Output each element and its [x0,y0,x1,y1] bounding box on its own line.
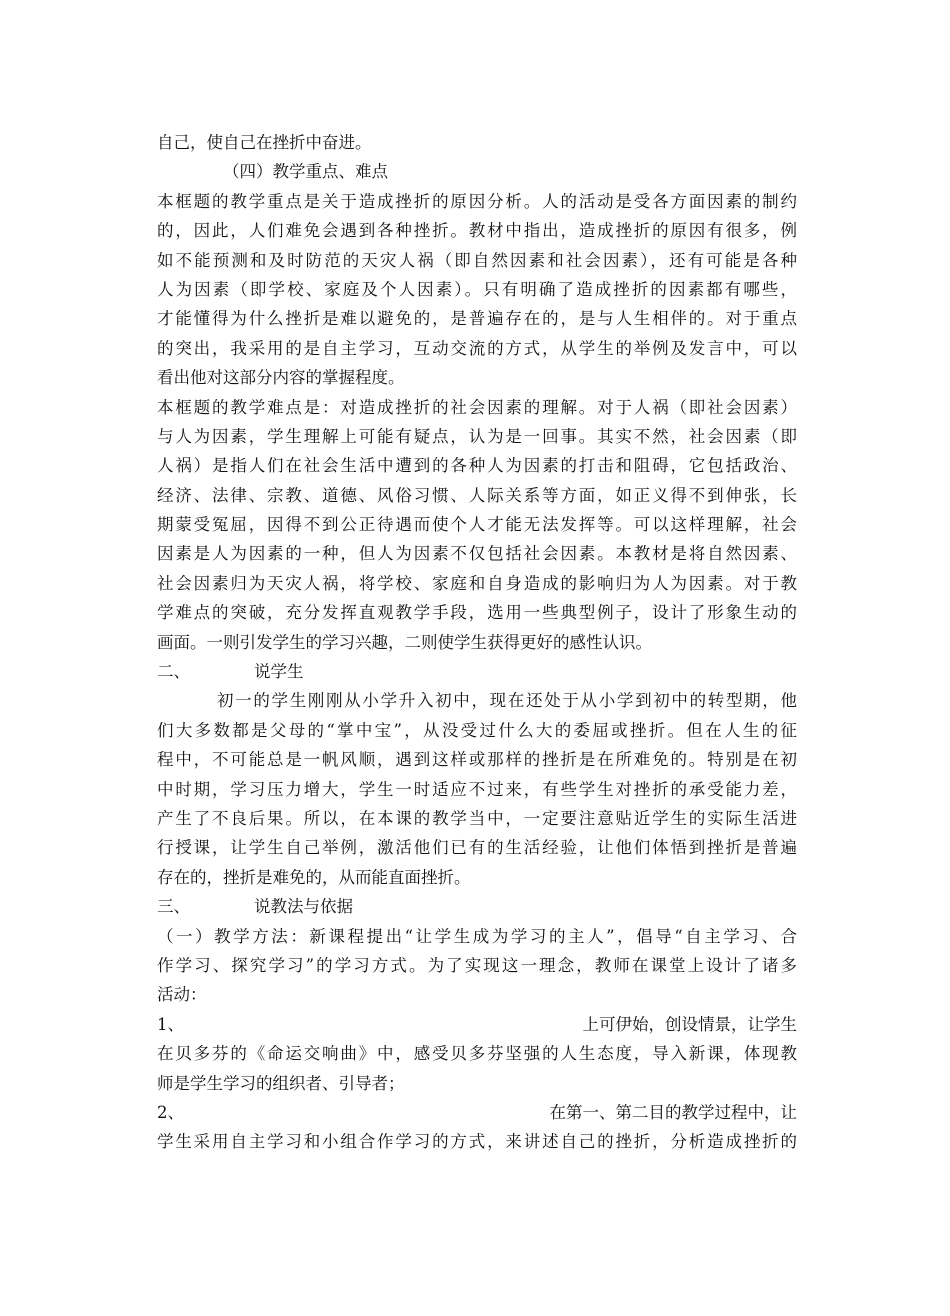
paragraph-teaching-focus [157,187,797,393]
list-item-text: 在第一、第二目的教学过程中，让 [549,1102,797,1122]
text-line: 存在的，挫折是难免的，从而能直面挫折。 [157,867,471,887]
list-item-first-line [157,1010,797,1039]
text-line: 活动： [157,985,207,1005]
paragraph-students [157,686,797,892]
text-line: 经济、法律、宗教、道德、风俗习惯、人际关系等方面，如正义得不到伸张，长 [157,485,797,505]
text-line: 自己，使自己在挫折中奋进。 [157,133,372,152]
text-line: 因素是人为因素的一种，但人为因素不仅包括社会因素。本教材是将自然因素、 [157,544,797,564]
text-line: 师是学生学习的组织者、引导者； [157,1073,405,1093]
list-item-first-line [157,1098,797,1127]
list-item-number: 2、 [157,1102,184,1122]
paragraph-teaching-difficulty [157,393,797,658]
text-line: 的，因此，人们难免会遇到各种挫折。教材中指出，造成挫折的原因有很多，例 [157,221,797,241]
text-line: 产生了不良后果。所以，在本课的教学当中，一定要注意贴近学生的实际生活进 [157,808,797,828]
text-line: 在贝多芬的《命运交响曲》中，感受贝多芬坚强的人生态度，导入新课，体现教 [157,1044,797,1064]
text-line: 人祸）是指人们在社会生活中遭到的各种人为因素的打击和阻碍，它包括政治、 [157,456,797,476]
list-item-text: 上可伊始，创设情景，让学生 [582,1014,797,1034]
section-number: 三、 [157,897,190,917]
text-line: 学生采用自主学习和小组合作学习的方式，来讲述自己的挫折，分析造成挫折的 [157,1132,797,1152]
text-line: 本框题的教学难点是：对造成挫折的社会因素的理解。对于人祸（即社会因素） [157,397,797,417]
text-line: 程中，不可能总是一帆风顺，遇到这样或那样的挫折是在所难免的。特别是在初 [157,750,797,770]
list-item-number: 1、 [157,1014,184,1034]
section-heading-four: （四）教学重点、难点 [223,162,388,182]
list-item-2 [157,1098,797,1157]
text-line: 中时期，学习压力增大，学生一时适应不过来，有些学生对挫折的承受能力差， [157,779,797,799]
text-line: 看出他对这部分内容的掌握程度。 [157,368,405,388]
document-page [157,128,797,1157]
section-title: 说教法与依据 [254,897,353,917]
text-line: 本框题的教学重点是关于造成挫折的原因分析。人的活动是受各方面因素的制约 [157,191,797,211]
text-line: 们大多数都是父母的“掌中宝”，从没受过什么大的委屈或挫折。但在人生的征 [157,720,797,740]
text-line: 如不能预测和及时防范的天灾人祸（即自然因素和社会因素），还有可能是各种 [157,250,797,270]
section-heading-three [157,892,797,921]
paragraph-teaching-method [157,922,797,1010]
section-number: 二、 [157,662,190,682]
text-line: 作学习、探究学习”的学习方式。为了实现这一理念，教师在课堂上设计了诸多 [157,955,797,975]
text-line: 才能懂得为什么挫折是难以避免的，是普遍存在的，是与人生相伴的。对于重点 [157,309,797,329]
text-line: 初一的学生刚刚从小学升入初中，现在还处于从小学到初中的转型期，他 [217,691,797,711]
list-item-1 [157,1010,797,1098]
text-line: 学难点的突破，充分发挥直观教学手段，选用一些典型例子，设计了形象生动的 [157,603,797,623]
text-line: 社会因素归为天灾人祸，将学校、家庭和自身造成的影响归为人为因素。对于教 [157,573,797,593]
text-line: 的突出，我采用的是自主学习，互动交流的方式，从学生的举例及发言中，可以 [157,338,797,358]
text-line: 与人为因素，学生理解上可能有疑点，认为是一回事。其实不然，社会因素（即 [157,426,797,446]
section-heading-two [157,657,797,686]
section-title: 说学生 [254,662,304,682]
text-line: （一）教学方法：新课程提出“让学生成为学习的主人”，倡导“自主学习、合 [157,926,797,946]
text-line: 人为因素（即学校、家庭及个人因素）。只有明确了造成挫折的因素都有哪些， [157,279,797,299]
text-line: 期蒙受冤屈，因得不到公正待遇而使个人才能无法发挥等。可以这样理解，社会 [157,515,797,535]
text-line: 画面。一则引发学生的学习兴趣，二则使学生获得更好的感性认识。 [157,632,652,652]
text-line: 行授课，让学生自己举例，激活他们已有的生活经验，让他们体悟到挫折是普遍 [157,838,797,858]
